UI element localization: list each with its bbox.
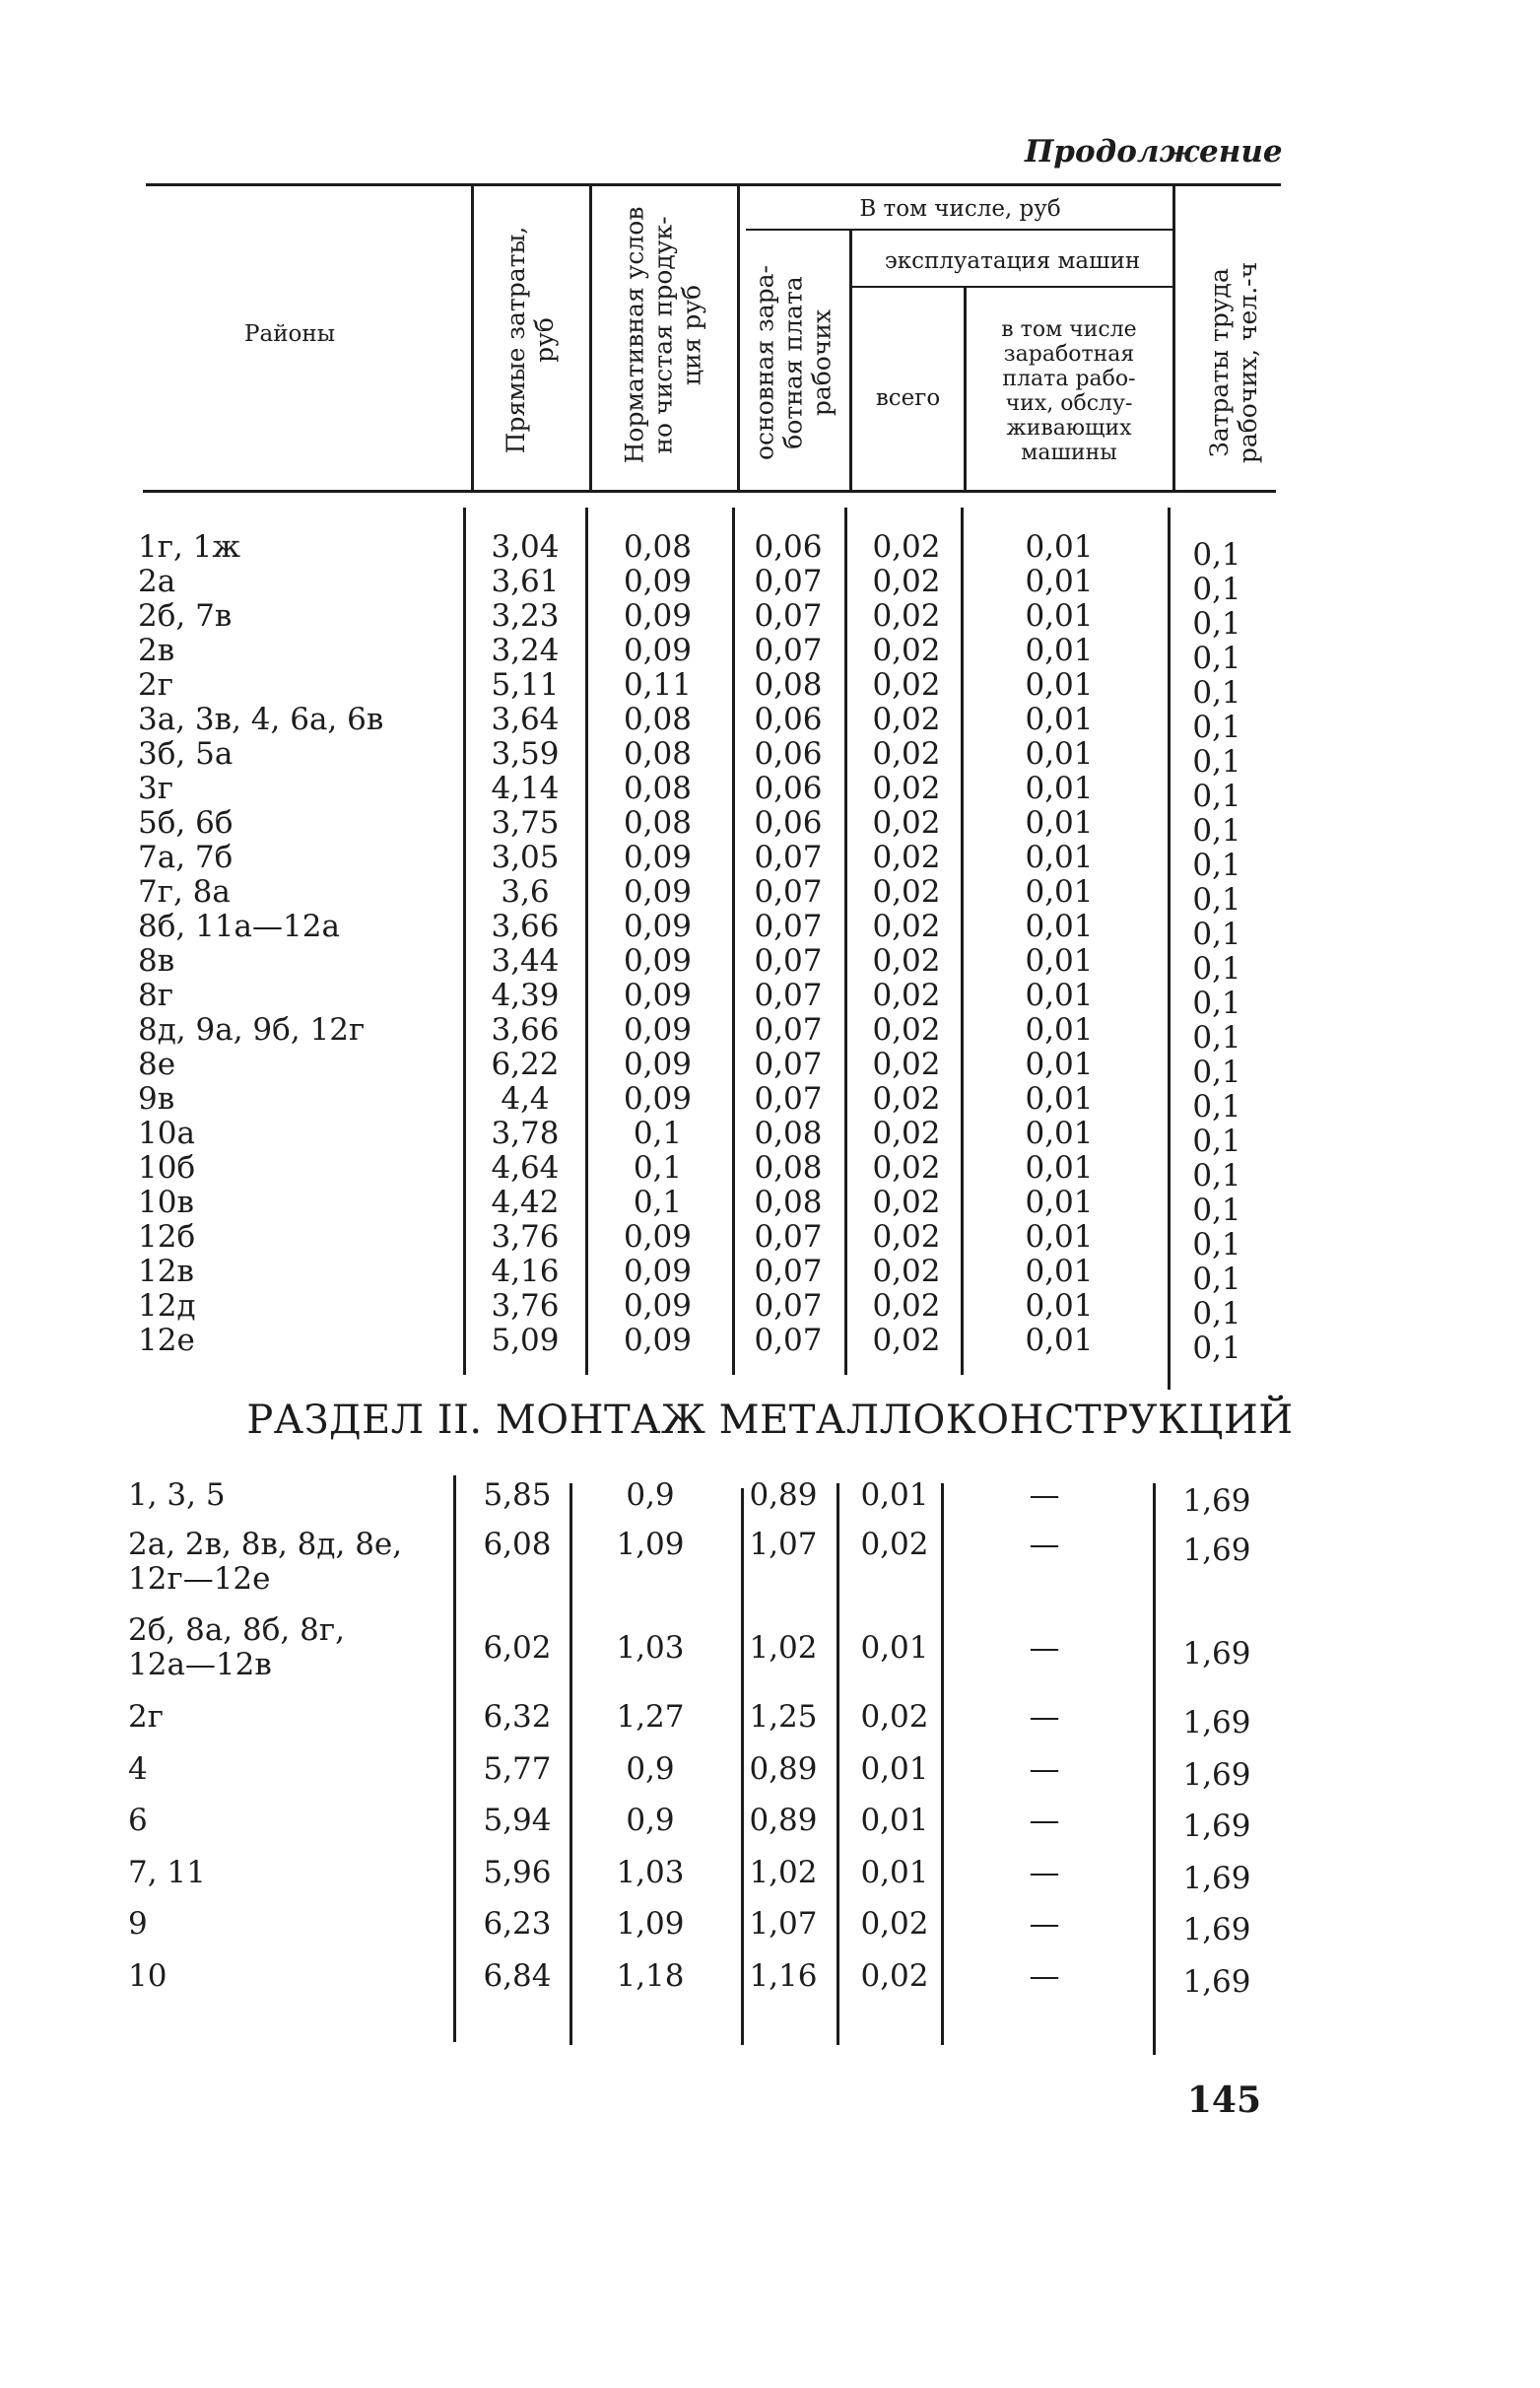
labor-cost-cell: 1,69	[1182, 1964, 1251, 2000]
district-cell: 3б, 5а	[138, 736, 234, 772]
machine-total-cell: 0,02	[872, 564, 941, 599]
labor-cost-cell: 0,1	[1192, 848, 1241, 883]
base-wage-cell: 0,07	[754, 1288, 823, 1324]
district-cell: 12в	[138, 1254, 194, 1289]
district-cell: 10	[128, 1958, 167, 1994]
district-cell: 2б, 7в	[138, 598, 233, 634]
machine-total-cell: 0,01	[860, 1477, 929, 1513]
direct-costs-cell: 3,66	[491, 1012, 560, 1048]
table-row	[0, 1150, 1540, 1194]
header-labor-cost: Затраты труда рабочих, чел.-ч	[1205, 261, 1262, 464]
base-wage-cell: 0,07	[754, 564, 823, 599]
labor-cost-cell: 0,1	[1192, 675, 1241, 711]
machine-total-cell: 0,01	[860, 1803, 929, 1838]
normative-output-cell: 0,09	[623, 1323, 693, 1358]
table-row	[0, 1081, 1540, 1125]
normative-output-cell: 0,08	[623, 702, 693, 737]
header-total: всего	[875, 385, 941, 411]
operator-wage-cell: 0,01	[1025, 805, 1094, 841]
normative-output-cell: 0,09	[623, 598, 693, 634]
labor-cost-cell: 1,69	[1182, 1636, 1251, 1672]
operator-wage-cell: —	[1029, 1699, 1060, 1735]
operator-wage-cell: —	[1029, 1751, 1060, 1787]
direct-costs-cell: 3,05	[491, 840, 560, 875]
table-row	[0, 1254, 1540, 1297]
operator-wage-cell: 0,01	[1025, 1185, 1094, 1220]
header-districts: Районы	[244, 321, 335, 347]
district-cell: 8г	[138, 978, 173, 1013]
header-machine-operation: эксплуатация машин	[884, 248, 1141, 274]
table-row	[0, 598, 1540, 642]
direct-costs-cell: 3,23	[491, 598, 560, 634]
header-bottom-rule	[143, 490, 1276, 493]
direct-costs-cell: 6,32	[483, 1699, 552, 1735]
machine-total-cell: 0,02	[872, 702, 941, 737]
header-including-rub: В том числе, руб	[859, 196, 1061, 222]
district-cell: 12д	[138, 1288, 196, 1324]
direct-costs-cell: 4,42	[491, 1185, 560, 1220]
base-wage-cell: 0,07	[754, 1219, 823, 1255]
operator-wage-cell: 0,01	[1025, 909, 1094, 944]
table-row	[0, 1288, 1540, 1331]
normative-output-cell: 0,1	[633, 1185, 683, 1220]
district-cell: 1г, 1ж	[138, 529, 240, 565]
labor-cost-cell: 0,1	[1192, 1158, 1241, 1194]
labor-cost-cell: 1,69	[1182, 1757, 1251, 1793]
normative-output-cell: 0,09	[623, 1047, 693, 1082]
direct-costs-cell: 4,64	[491, 1150, 560, 1186]
base-wage-cell: 1,02	[749, 1855, 818, 1890]
normative-output-cell: 1,09	[616, 1527, 685, 1562]
direct-costs-cell: 3,6	[501, 874, 550, 910]
labor-cost-cell: 0,1	[1192, 641, 1241, 676]
machine-total-cell: 0,02	[872, 1150, 941, 1186]
district-cell: 2а	[138, 564, 176, 599]
district-cell: 7а, 7б	[138, 840, 234, 875]
operator-wage-cell: 0,01	[1025, 1012, 1094, 1048]
table-row	[0, 1047, 1540, 1090]
table-row	[0, 529, 1540, 573]
table-row	[0, 1528, 1540, 1597]
labor-cost-cell: 0,1	[1192, 951, 1241, 987]
labor-cost-cell: 0,1	[1192, 537, 1241, 573]
direct-costs-cell: 5,94	[483, 1803, 552, 1838]
machine-total-cell: 0,02	[872, 978, 941, 1013]
direct-costs-cell: 5,77	[483, 1751, 552, 1787]
district-cell: 8д, 9а, 9б, 12г	[138, 1012, 366, 1048]
machine-total-cell: 0,02	[872, 909, 941, 944]
normative-output-cell: 0,11	[623, 667, 693, 703]
table-row	[0, 667, 1540, 711]
base-wage-cell: 0,07	[754, 1047, 823, 1082]
base-wage-cell: 0,06	[754, 805, 823, 841]
table-row	[0, 1116, 1540, 1159]
machine-total-cell: 0,02	[860, 1958, 929, 1994]
table-row	[0, 702, 1540, 745]
district-cell: 9в	[138, 1081, 175, 1117]
base-wage-cell: 1,16	[749, 1958, 818, 1994]
operator-wage-cell: 0,01	[1025, 702, 1094, 737]
header-base-wage: основная зара- ботная плата рабочих	[750, 264, 837, 461]
normative-output-cell: 0,1	[633, 1116, 683, 1151]
district-cell: 2г	[138, 667, 173, 703]
normative-output-cell: 1,27	[616, 1699, 685, 1735]
labor-cost-cell: 1,69	[1182, 1861, 1251, 1896]
district-cell: 12б	[138, 1219, 196, 1255]
machine-total-cell: 0,02	[872, 1081, 941, 1117]
direct-costs-cell: 3,66	[491, 909, 560, 944]
district-cell: 10а	[138, 1116, 195, 1151]
normative-output-cell: 0,1	[633, 1150, 683, 1186]
machine-total-cell: 0,02	[872, 598, 941, 634]
district-cell: 7г, 8а	[138, 874, 231, 910]
district-cell: 4	[128, 1751, 148, 1787]
labor-cost-cell: 0,1	[1192, 882, 1241, 918]
base-wage-cell: 0,07	[754, 909, 823, 944]
normative-output-cell: 0,9	[626, 1751, 675, 1787]
labor-cost-cell: 0,1	[1192, 572, 1241, 607]
base-wage-cell: 0,07	[754, 598, 823, 634]
normative-output-cell: 0,08	[623, 805, 693, 841]
machine-total-cell: 0,02	[872, 771, 941, 806]
base-wage-cell: 0,06	[754, 702, 823, 737]
machine-total-cell: 0,02	[872, 1012, 941, 1048]
direct-costs-cell: 5,11	[491, 667, 560, 703]
machine-total-cell: 0,02	[872, 1254, 941, 1289]
machine-total-cell: 0,02	[872, 1219, 941, 1255]
labor-cost-cell: 0,1	[1192, 1262, 1241, 1297]
labor-cost-cell: 1,69	[1182, 1705, 1251, 1740]
base-wage-cell: 0,07	[754, 943, 823, 979]
operator-wage-cell: 0,01	[1025, 1254, 1094, 1289]
direct-costs-cell: 4,4	[501, 1081, 550, 1117]
table-row	[0, 1959, 1540, 2028]
machine-total-cell: 0,02	[872, 1288, 941, 1324]
machine-total-cell: 0,02	[872, 805, 941, 841]
operator-wage-cell: —	[1029, 1855, 1060, 1890]
labor-cost-cell: 0,1	[1192, 1020, 1241, 1056]
table-row	[0, 943, 1540, 987]
operator-wage-cell: 0,01	[1025, 667, 1094, 703]
operator-wage-cell: —	[1029, 1477, 1060, 1513]
header-top-rule	[146, 183, 1281, 186]
normative-output-cell: 0,09	[623, 909, 693, 944]
normative-output-cell: 0,09	[623, 1288, 693, 1324]
machine-total-cell: 0,01	[860, 1855, 929, 1890]
base-wage-cell: 0,06	[754, 529, 823, 565]
machine-total-cell: 0,02	[872, 633, 941, 668]
direct-costs-cell: 3,44	[491, 943, 560, 979]
base-wage-cell: 0,07	[754, 1012, 823, 1048]
machine-total-cell: 0,02	[860, 1906, 929, 1942]
table-row	[0, 633, 1540, 676]
base-wage-cell: 0,07	[754, 874, 823, 910]
machine-total-cell: 0,02	[872, 529, 941, 565]
district-cell: 10в	[138, 1185, 194, 1220]
direct-costs-cell: 3,04	[491, 529, 560, 565]
machine-total-cell: 0,02	[872, 667, 941, 703]
machine-total-cell: 0,02	[872, 1323, 941, 1358]
continued-label: Продолжение	[1025, 134, 1283, 170]
page-number: 145	[1186, 2080, 1261, 2121]
operator-wage-cell: 0,01	[1025, 1150, 1094, 1186]
district-cell: 2б, 8а, 8б, 8г, 12а—12в	[128, 1612, 345, 1682]
base-wage-cell: 1,02	[749, 1630, 818, 1666]
operator-wage-cell: 0,01	[1025, 1323, 1094, 1358]
base-wage-cell: 0,89	[749, 1803, 818, 1838]
direct-costs-cell: 3,61	[491, 564, 560, 599]
normative-output-cell: 0,09	[623, 840, 693, 875]
operator-wage-cell: 0,01	[1025, 1081, 1094, 1117]
table-row	[0, 1323, 1540, 1366]
table-row	[0, 805, 1540, 849]
direct-costs-cell: 6,08	[483, 1527, 552, 1562]
direct-costs-cell: 4,39	[491, 978, 560, 1013]
district-cell: 2а, 2в, 8в, 8д, 8е, 12г—12е	[128, 1527, 403, 1597]
header-sep-6	[1172, 183, 1175, 490]
base-wage-cell: 0,08	[754, 667, 823, 703]
labor-cost-cell: 0,1	[1192, 744, 1241, 780]
header-sep-3	[737, 183, 740, 490]
operator-wage-cell: 0,01	[1025, 529, 1094, 565]
direct-costs-cell: 6,84	[483, 1958, 552, 1994]
machine-total-cell: 0,02	[872, 1047, 941, 1082]
base-wage-cell: 0,07	[754, 633, 823, 668]
normative-output-cell: 0,9	[626, 1803, 675, 1838]
district-cell: 3а, 3в, 4, 6а, 6в	[138, 702, 384, 737]
section2-title: РАЗДЕЛ II. МОНТАЖ МЕТАЛЛОКОНСТРУКЦИЙ	[246, 1398, 1294, 1443]
table-row	[0, 874, 1540, 918]
operator-wage-cell: 0,01	[1025, 1219, 1094, 1255]
base-wage-cell: 0,08	[754, 1116, 823, 1151]
district-cell: 9	[128, 1906, 148, 1942]
base-wage-cell: 1,25	[749, 1699, 818, 1735]
normative-output-cell: 0,09	[623, 978, 693, 1013]
district-cell: 8в	[138, 943, 175, 979]
operator-wage-cell: 0,01	[1025, 633, 1094, 668]
labor-cost-cell: 1,69	[1182, 1533, 1251, 1568]
operator-wage-cell: 0,01	[1025, 1288, 1094, 1324]
district-cell: 6	[128, 1803, 148, 1838]
labor-cost-cell: 0,1	[1192, 1124, 1241, 1159]
labor-cost-cell: 1,69	[1182, 1912, 1251, 1947]
normative-output-cell: 0,09	[623, 1012, 693, 1048]
operator-wage-cell: 0,01	[1025, 1047, 1094, 1082]
operator-wage-cell: 0,01	[1025, 874, 1094, 910]
normative-output-cell: 1,09	[616, 1906, 685, 1942]
machine-total-cell: 0,02	[872, 736, 941, 772]
district-cell: 8е	[138, 1047, 176, 1082]
operator-wage-cell: —	[1029, 1527, 1060, 1562]
base-wage-cell: 1,07	[749, 1527, 818, 1562]
base-wage-cell: 0,07	[754, 1254, 823, 1289]
normative-output-cell: 1,18	[616, 1958, 685, 1994]
district-cell: 2г	[128, 1699, 164, 1735]
normative-output-cell: 0,08	[623, 771, 693, 806]
labor-cost-cell: 1,69	[1182, 1483, 1251, 1519]
labor-cost-cell: 0,1	[1192, 986, 1241, 1021]
operator-wage-cell: —	[1029, 1906, 1060, 1942]
direct-costs-cell: 4,14	[491, 771, 560, 806]
machines-underline	[852, 286, 1172, 288]
district-cell: 7, 11	[128, 1855, 206, 1890]
labor-cost-cell: 0,1	[1192, 1089, 1241, 1125]
base-wage-cell: 0,08	[754, 1150, 823, 1186]
table-row	[0, 1012, 1540, 1056]
direct-costs-cell: 3,24	[491, 633, 560, 668]
normative-output-cell: 0,08	[623, 529, 693, 565]
direct-costs-cell: 5,85	[483, 1477, 552, 1513]
operator-wage-cell: —	[1029, 1958, 1060, 1994]
base-wage-cell: 0,89	[749, 1477, 818, 1513]
district-cell: 12е	[138, 1323, 195, 1358]
labor-cost-cell: 0,1	[1192, 1055, 1241, 1090]
operator-wage-cell: 0,01	[1025, 598, 1094, 634]
machine-total-cell: 0,01	[860, 1630, 929, 1666]
table-row	[0, 564, 1540, 607]
operator-wage-cell: 0,01	[1025, 1116, 1094, 1151]
labor-cost-cell: 0,1	[1192, 1227, 1241, 1262]
machine-total-cell: 0,02	[860, 1699, 929, 1735]
base-wage-cell: 0,07	[754, 978, 823, 1013]
direct-costs-cell: 5,09	[491, 1323, 560, 1358]
operator-wage-cell: 0,01	[1025, 771, 1094, 806]
header-operator-wage: в том числе заработная плата рабо- чих, обслу- живающих машины	[1001, 317, 1137, 465]
machine-total-cell: 0,02	[872, 943, 941, 979]
operator-wage-cell: 0,01	[1025, 564, 1094, 599]
base-wage-cell: 0,07	[754, 840, 823, 875]
normative-output-cell: 0,9	[626, 1477, 675, 1513]
operator-wage-cell: —	[1029, 1630, 1060, 1666]
district-cell: 10б	[138, 1150, 196, 1186]
normative-output-cell: 0,09	[623, 564, 693, 599]
direct-costs-cell: 3,76	[491, 1219, 560, 1255]
labor-cost-cell: 1,69	[1182, 1808, 1251, 1844]
table-row	[0, 909, 1540, 952]
machine-total-cell: 0,02	[872, 874, 941, 910]
operator-wage-cell: 0,01	[1025, 943, 1094, 979]
labor-cost-cell: 0,1	[1192, 917, 1241, 952]
operator-wage-cell: 0,01	[1025, 978, 1094, 1013]
operator-wage-cell: 0,01	[1025, 840, 1094, 875]
labor-cost-cell: 0,1	[1192, 779, 1241, 814]
district-cell: 3г	[138, 771, 173, 806]
direct-costs-cell: 3,76	[491, 1288, 560, 1324]
machine-total-cell: 0,02	[872, 840, 941, 875]
base-wage-cell: 0,06	[754, 771, 823, 806]
header-direct-costs: Прямые затраты, руб	[502, 226, 559, 454]
base-wage-cell: 0,08	[754, 1185, 823, 1220]
machine-total-cell: 0,01	[860, 1751, 929, 1787]
base-wage-cell: 0,07	[754, 1323, 823, 1358]
normative-output-cell: 0,09	[623, 1219, 693, 1255]
labor-cost-cell: 0,1	[1192, 1193, 1241, 1228]
header-sep-2	[589, 183, 592, 490]
table-row	[0, 1185, 1540, 1228]
direct-costs-cell: 3,59	[491, 736, 560, 772]
machine-total-cell: 0,02	[872, 1185, 941, 1220]
table-row	[0, 978, 1540, 1021]
operator-wage-cell: 0,01	[1025, 736, 1094, 772]
normative-output-cell: 0,09	[623, 633, 693, 668]
base-wage-cell: 0,06	[754, 736, 823, 772]
base-wage-cell: 1,07	[749, 1906, 818, 1942]
direct-costs-cell: 3,75	[491, 805, 560, 841]
machine-total-cell: 0,02	[860, 1527, 929, 1562]
district-cell: 8б, 11а—12а	[138, 909, 340, 944]
district-cell: 5б, 6б	[138, 805, 234, 841]
normative-output-cell: 0,09	[623, 1254, 693, 1289]
direct-costs-cell: 5,96	[483, 1855, 552, 1890]
district-cell: 2в	[138, 633, 175, 668]
table-row	[0, 771, 1540, 814]
labor-cost-cell: 0,1	[1192, 813, 1241, 849]
district-cell: 1, 3, 5	[128, 1477, 226, 1513]
base-wage-cell: 0,07	[754, 1081, 823, 1117]
normative-output-cell: 0,09	[623, 943, 693, 979]
operator-wage-cell: —	[1029, 1803, 1060, 1838]
direct-costs-cell: 3,78	[491, 1116, 560, 1151]
direct-costs-cell: 6,02	[483, 1630, 552, 1666]
normative-output-cell: 1,03	[616, 1630, 685, 1666]
base-wage-cell: 0,89	[749, 1751, 818, 1787]
labor-cost-cell: 0,1	[1192, 1330, 1241, 1366]
normative-output-cell: 0,08	[623, 736, 693, 772]
table-row	[0, 736, 1540, 780]
table-row	[0, 1613, 1540, 1682]
direct-costs-cell: 6,22	[491, 1047, 560, 1082]
table-row	[0, 1219, 1540, 1262]
machine-total-cell: 0,02	[872, 1116, 941, 1151]
normative-output-cell: 0,09	[623, 1081, 693, 1117]
direct-costs-cell: 6,23	[483, 1906, 552, 1942]
labor-cost-cell: 0,1	[1192, 1296, 1241, 1331]
labor-cost-cell: 0,1	[1192, 710, 1241, 745]
header-sep-1	[471, 183, 474, 490]
header-normative-output: Нормативная услов но чистая продук- ция руб	[620, 206, 706, 464]
labor-cost-cell: 0,1	[1192, 606, 1241, 642]
including-underline	[746, 229, 1174, 231]
direct-costs-cell: 3,64	[491, 702, 560, 737]
table-row	[0, 840, 1540, 883]
normative-output-cell: 0,09	[623, 874, 693, 910]
normative-output-cell: 1,03	[616, 1855, 685, 1890]
direct-costs-cell: 4,16	[491, 1254, 560, 1289]
